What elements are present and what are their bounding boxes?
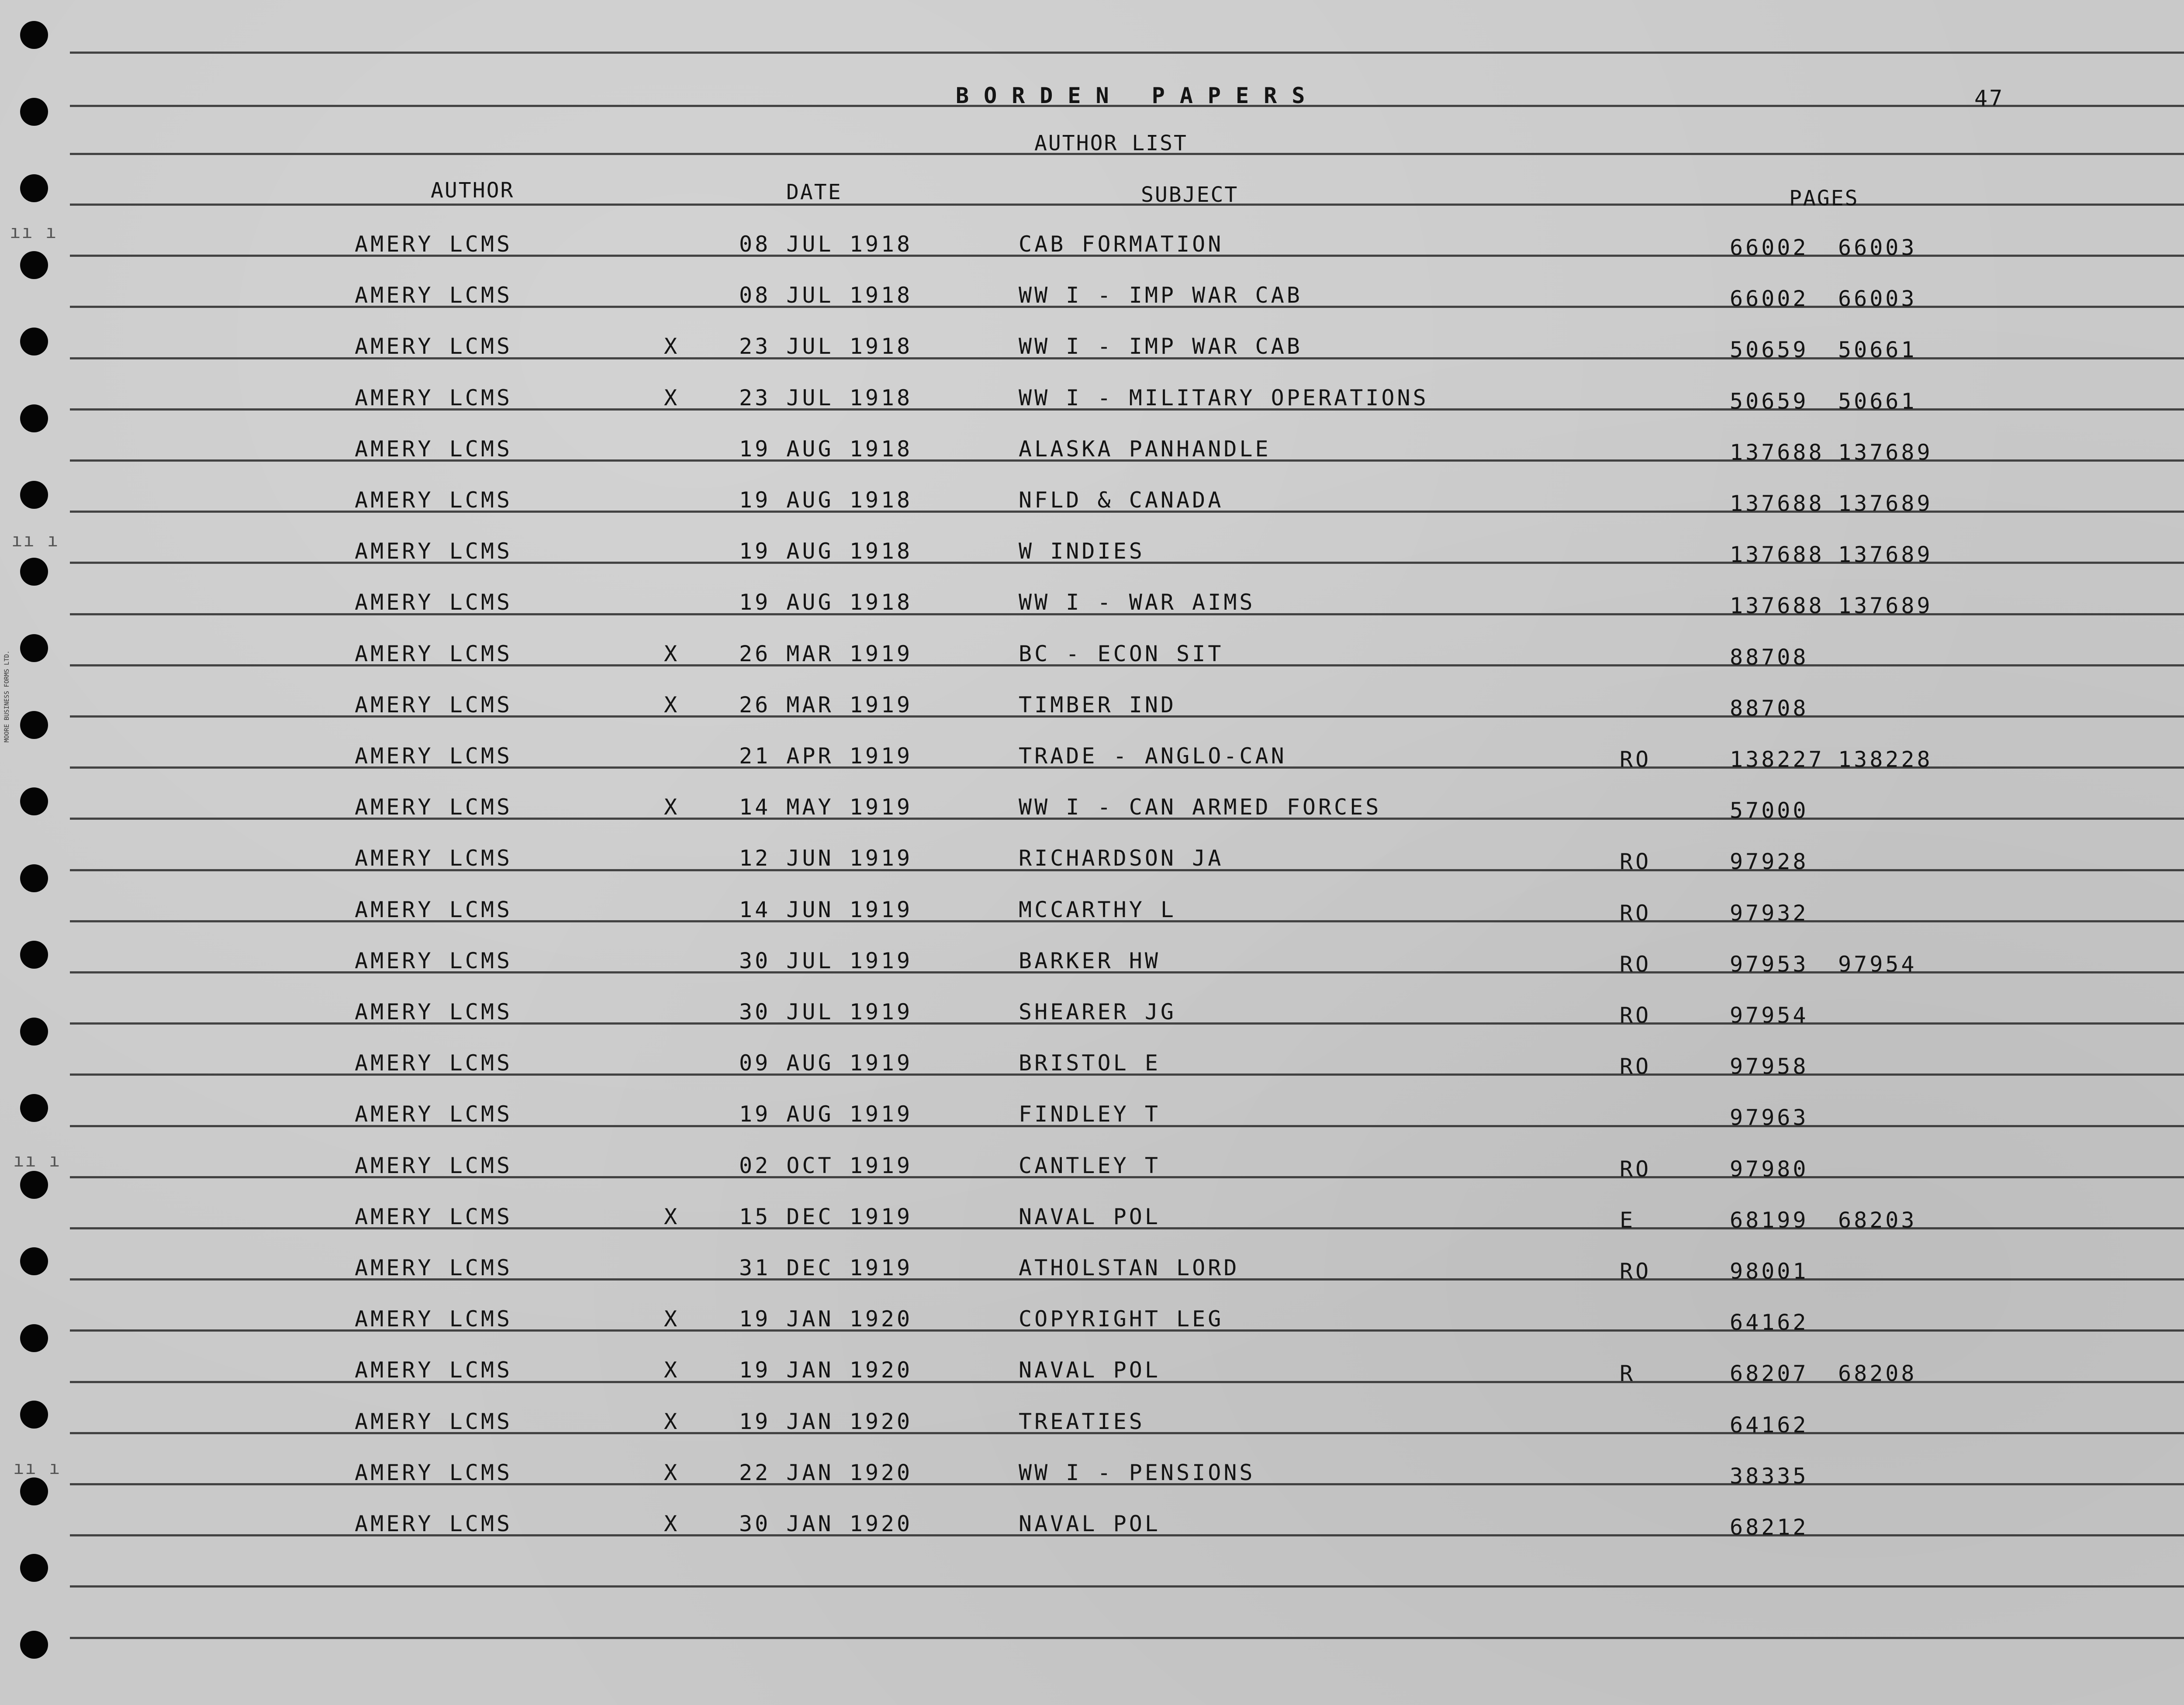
mark-cell: X xyxy=(664,1306,680,1332)
table-row xyxy=(0,590,2184,638)
page-start-cell: 68199 xyxy=(1730,1207,1809,1233)
mark-cell: X xyxy=(664,692,680,718)
author-cell: AMERY LCMS xyxy=(355,743,513,769)
subject-cell: MCCARTHY L xyxy=(1019,897,1177,922)
date-cell: 30 JAN 1920 xyxy=(739,1511,913,1536)
mark-cell: X xyxy=(664,1357,680,1383)
mark-cell: X xyxy=(664,385,680,411)
table-row xyxy=(0,1153,2184,1201)
code-cell: RO xyxy=(1620,849,1652,875)
page-end-cell: 66003 xyxy=(1838,286,1917,312)
page-start-cell: 97928 xyxy=(1730,849,1809,875)
subject-cell: RICHARDSON JA xyxy=(1019,846,1224,871)
author-cell: AMERY LCMS xyxy=(355,538,513,564)
page-end-cell: 137689 xyxy=(1838,491,1933,516)
subject-cell: ALASKA PANHANDLE xyxy=(1019,436,1271,462)
margin-mark: ıı ı xyxy=(11,529,59,551)
page-start-cell: 88708 xyxy=(1730,695,1809,721)
table-row xyxy=(0,1050,2184,1098)
date-cell: 12 JUN 1919 xyxy=(739,846,913,871)
subject-cell: TIMBER IND xyxy=(1019,692,1177,718)
column-header-pages: PAGES xyxy=(1789,186,1859,211)
subject-cell: CAB FORMATION xyxy=(1019,231,1224,257)
feed-hole xyxy=(20,21,48,49)
subject-cell: NFLD & CANADA xyxy=(1019,487,1224,513)
page-start-cell: 64162 xyxy=(1730,1310,1809,1336)
author-cell: AMERY LCMS xyxy=(355,1204,513,1229)
author-cell: AMERY LCMS xyxy=(355,283,513,308)
author-cell: AMERY LCMS xyxy=(355,1101,513,1127)
code-cell: E xyxy=(1620,1207,1636,1233)
page-end-cell: 137689 xyxy=(1838,439,1933,465)
page-end-cell: 68208 xyxy=(1838,1361,1917,1387)
page-start-cell: 68212 xyxy=(1730,1515,1809,1540)
table-row xyxy=(0,1460,2184,1508)
page-start-cell: 97954 xyxy=(1730,1003,1809,1028)
author-cell: AMERY LCMS xyxy=(355,897,513,922)
ruled-line xyxy=(70,1585,2184,1588)
author-cell: AMERY LCMS xyxy=(355,590,513,615)
date-cell: 14 MAY 1919 xyxy=(739,794,913,820)
date-cell: 22 JAN 1920 xyxy=(739,1460,913,1485)
page-start-cell: 66002 xyxy=(1730,286,1809,312)
table-row xyxy=(0,385,2184,433)
table-row xyxy=(0,1255,2184,1303)
author-cell: AMERY LCMS xyxy=(355,692,513,718)
code-cell: RO xyxy=(1620,1003,1652,1028)
page-end-cell: 68203 xyxy=(1838,1207,1917,1233)
subject-cell: WW I - IMP WAR CAB xyxy=(1019,283,1303,308)
date-cell: 19 JAN 1920 xyxy=(739,1306,913,1332)
date-cell: 02 OCT 1919 xyxy=(739,1153,913,1178)
table-row xyxy=(0,1306,2184,1354)
date-cell: 19 AUG 1918 xyxy=(739,436,913,462)
date-cell: 26 MAR 1919 xyxy=(739,641,913,666)
table-row xyxy=(0,487,2184,535)
date-cell: 08 JUL 1918 xyxy=(739,231,913,257)
code-cell: RO xyxy=(1620,1054,1652,1080)
page-start-cell: 97932 xyxy=(1730,900,1809,926)
subject-cell: NAVAL POL xyxy=(1019,1204,1161,1229)
page-start-cell: 38335 xyxy=(1730,1463,1809,1489)
table-row xyxy=(0,1409,2184,1457)
column-header-author: AUTHOR xyxy=(431,178,515,203)
table-row xyxy=(0,897,2184,945)
page-end-cell: 97954 xyxy=(1838,951,1917,977)
page-start-cell: 50659 xyxy=(1730,337,1809,363)
subject-cell: SHEARER JG xyxy=(1019,999,1177,1025)
date-cell: 23 JUL 1918 xyxy=(739,385,913,411)
feed-hole xyxy=(20,1631,48,1659)
page-start-cell: 88708 xyxy=(1730,644,1809,670)
ruled-line xyxy=(70,204,2184,206)
author-cell: AMERY LCMS xyxy=(355,1460,513,1485)
table-row xyxy=(0,283,2184,331)
author-cell: AMERY LCMS xyxy=(355,1050,513,1076)
page-start-cell: 64162 xyxy=(1730,1412,1809,1438)
table-row xyxy=(0,794,2184,842)
page-start-cell: 137688 xyxy=(1730,593,1825,619)
page-number: 47 xyxy=(1974,86,2004,111)
date-cell: 26 MAR 1919 xyxy=(739,692,913,718)
page-start-cell: 97958 xyxy=(1730,1054,1809,1080)
page-end-cell: 138228 xyxy=(1838,747,1933,772)
table-row xyxy=(0,1204,2184,1252)
subject-cell: BARKER HW xyxy=(1019,948,1161,973)
author-cell: AMERY LCMS xyxy=(355,1511,513,1536)
date-cell: 19 AUG 1918 xyxy=(739,538,913,564)
date-cell: 19 JAN 1920 xyxy=(739,1357,913,1383)
page-start-cell: 50659 xyxy=(1730,388,1809,414)
subject-cell: WW I - MILITARY OPERATIONS xyxy=(1019,385,1429,411)
mark-cell: X xyxy=(664,641,680,666)
subject-cell: WW I - CAN ARMED FORCES xyxy=(1019,794,1382,820)
page-end-cell: 137689 xyxy=(1838,542,1933,568)
subject-cell: TRADE - ANGLO-CAN xyxy=(1019,743,1287,769)
table-row xyxy=(0,1511,2184,1559)
code-cell: RO xyxy=(1620,900,1652,926)
mark-cell: X xyxy=(664,1204,680,1229)
list-subtitle: AUTHOR LIST xyxy=(1034,131,1188,155)
page-start-cell: 57000 xyxy=(1730,798,1809,824)
author-cell: AMERY LCMS xyxy=(355,231,513,257)
date-cell: 31 DEC 1919 xyxy=(739,1255,913,1280)
table-row xyxy=(0,1101,2184,1149)
margin-mark: ıı ı xyxy=(13,1149,61,1171)
column-header-subject: SUBJECT xyxy=(1141,183,1239,207)
code-cell: RO xyxy=(1620,747,1652,772)
page-start-cell: 98001 xyxy=(1730,1259,1809,1284)
mark-cell: X xyxy=(664,1511,680,1536)
author-cell: AMERY LCMS xyxy=(355,999,513,1025)
ruled-line xyxy=(70,52,2184,54)
page-start-cell: 137688 xyxy=(1730,491,1825,516)
page-start-cell: 138227 xyxy=(1730,747,1825,772)
page-start-cell: 97953 xyxy=(1730,951,1809,977)
table-row xyxy=(0,334,2184,382)
code-cell: RO xyxy=(1620,1156,1652,1182)
date-cell: 19 AUG 1919 xyxy=(739,1101,913,1127)
date-cell: 08 JUL 1918 xyxy=(739,283,913,308)
mark-cell: X xyxy=(664,794,680,820)
column-header-date: DATE xyxy=(786,180,842,204)
author-cell: AMERY LCMS xyxy=(355,846,513,871)
table-row xyxy=(0,436,2184,484)
subject-cell: WW I - WAR AIMS xyxy=(1019,590,1255,615)
date-cell: 23 JUL 1918 xyxy=(739,334,913,359)
subject-cell: ATHOLSTAN LORD xyxy=(1019,1255,1240,1280)
subject-cell: BRISTOL E xyxy=(1019,1050,1161,1076)
margin-mark: ıı ı xyxy=(13,1457,61,1478)
margin-mark: ıı ı xyxy=(10,221,58,242)
table-row xyxy=(0,692,2184,740)
date-cell: 30 JUL 1919 xyxy=(739,948,913,973)
date-cell: 14 JUN 1919 xyxy=(739,897,913,922)
date-cell: 21 APR 1919 xyxy=(739,743,913,769)
author-cell: AMERY LCMS xyxy=(355,1255,513,1280)
table-row xyxy=(0,538,2184,587)
feed-hole xyxy=(20,98,48,126)
date-cell: 19 JAN 1920 xyxy=(739,1408,913,1434)
page-end-cell: 50661 xyxy=(1838,388,1917,414)
page-start-cell: 66002 xyxy=(1730,235,1809,260)
table-row xyxy=(0,1357,2184,1405)
author-cell: AMERY LCMS xyxy=(355,334,513,359)
date-cell: 30 JUL 1919 xyxy=(739,999,913,1025)
date-cell: 09 AUG 1919 xyxy=(739,1050,913,1076)
author-cell: AMERY LCMS xyxy=(355,641,513,666)
page-start-cell: 68207 xyxy=(1730,1361,1809,1387)
page-start-cell: 97980 xyxy=(1730,1156,1809,1182)
author-cell: AMERY LCMS xyxy=(355,1408,513,1434)
subject-cell: FINDLEY T xyxy=(1019,1101,1161,1127)
page-title: BORDEN PAPERS xyxy=(956,83,1320,108)
page-end-cell: 50661 xyxy=(1838,337,1917,363)
date-cell: 19 AUG 1918 xyxy=(739,487,913,513)
page-start-cell: 137688 xyxy=(1730,439,1825,465)
author-cell: AMERY LCMS xyxy=(355,1153,513,1178)
table-row xyxy=(0,948,2184,996)
subject-cell: TREATIES xyxy=(1019,1408,1145,1434)
date-cell: 15 DEC 1919 xyxy=(739,1204,913,1229)
mark-cell: X xyxy=(664,334,680,359)
author-cell: AMERY LCMS xyxy=(355,385,513,411)
author-cell: AMERY LCMS xyxy=(355,794,513,820)
margin-imprint: MOORE BUSINESS FORMS LTD. xyxy=(3,650,10,742)
page-end-cell: 66003 xyxy=(1838,235,1917,260)
subject-cell: NAVAL POL xyxy=(1019,1357,1161,1383)
table-row xyxy=(0,999,2184,1047)
subject-cell: BC - ECON SIT xyxy=(1019,641,1224,666)
ruled-line xyxy=(70,1637,2184,1639)
author-cell: AMERY LCMS xyxy=(355,487,513,513)
mark-cell: X xyxy=(664,1408,680,1434)
subject-cell: WW I - IMP WAR CAB xyxy=(1019,334,1303,359)
feed-hole xyxy=(20,174,48,202)
code-cell: RO xyxy=(1620,1259,1652,1284)
subject-cell: COPYRIGHT LEG xyxy=(1019,1306,1224,1332)
author-cell: AMERY LCMS xyxy=(355,436,513,462)
date-cell: 19 AUG 1918 xyxy=(739,590,913,615)
table-row xyxy=(0,743,2184,791)
page-end-cell: 137689 xyxy=(1838,593,1933,619)
page-start-cell: 97963 xyxy=(1730,1105,1809,1131)
table-row xyxy=(0,231,2184,280)
subject-cell: W INDIES xyxy=(1019,538,1145,564)
code-cell: R xyxy=(1620,1361,1636,1387)
subject-cell: WW I - PENSIONS xyxy=(1019,1460,1255,1485)
subject-cell: NAVAL POL xyxy=(1019,1511,1161,1536)
table-row xyxy=(0,846,2184,894)
code-cell: RO xyxy=(1620,951,1652,977)
page-start-cell: 137688 xyxy=(1730,542,1825,568)
author-cell: AMERY LCMS xyxy=(355,1357,513,1383)
table-row xyxy=(0,641,2184,689)
subject-cell: CANTLEY T xyxy=(1019,1153,1161,1178)
author-cell: AMERY LCMS xyxy=(355,948,513,973)
mark-cell: X xyxy=(664,1460,680,1485)
author-cell: AMERY LCMS xyxy=(355,1306,513,1332)
